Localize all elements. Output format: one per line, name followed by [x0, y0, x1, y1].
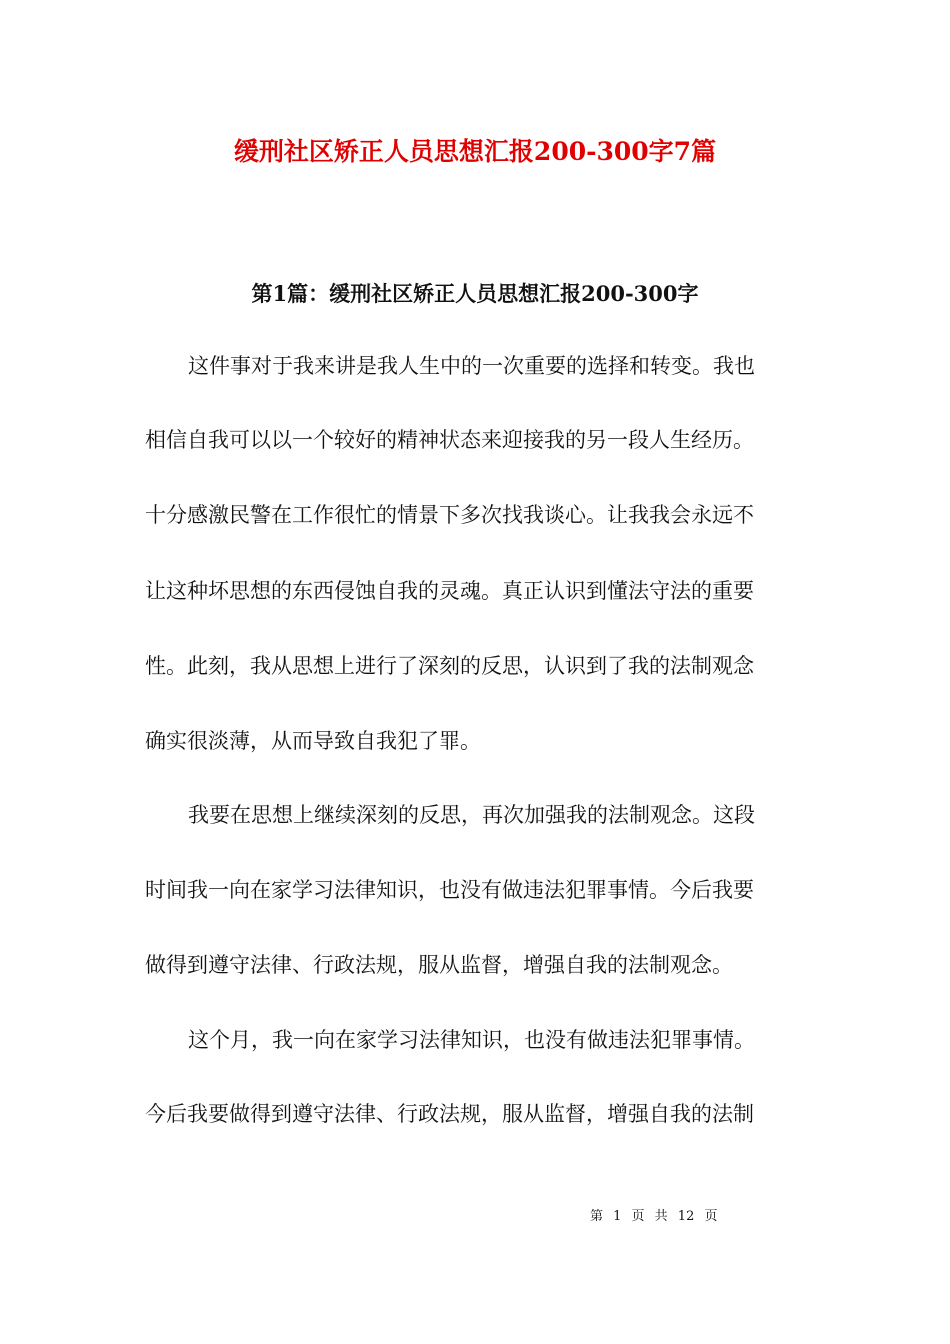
body-line: 我要在思想上继续深刻的反思，再次加强我的法制观念。这段 — [188, 803, 755, 827]
body-line: 这个月，我一向在家学习法律知识，也没有做违法犯罪事情。 — [188, 1028, 755, 1052]
body-line: 这件事对于我来讲是我人生中的一次重要的选择和转变。我也 — [188, 354, 755, 378]
page-number: 第 1 页 共 12 页 — [590, 1209, 718, 1224]
document-title: 缓刑社区矫正人员思想汇报200-300字7篇 — [233, 137, 717, 166]
section-heading: 第1篇：缓刑社区矫正人员思想汇报200-300字 — [251, 281, 699, 306]
body-line: 相信自我可以以一个较好的精神状态来迎接我的另一段人生经历。 — [145, 428, 754, 452]
body-line: 时间我一向在家学习法律知识，也没有做违法犯罪事情。今后我要 — [145, 878, 754, 902]
body-line: 做得到遵守法律、行政法规，服从监督，增强自我的法制观念。 — [145, 953, 733, 977]
body-line: 今后我要做得到遵守法律、行政法规，服从监督，增强自我的法制 — [145, 1102, 754, 1126]
body-line: 让这种坏思想的东西侵蚀自我的灵魂。真正认识到懂法守法的重要 — [145, 579, 754, 603]
body-line: 确实很淡薄，从而导致自我犯了罪。 — [145, 729, 481, 753]
body-line: 性。此刻，我从思想上进行了深刻的反思，认识到了我的法制观念 — [145, 654, 754, 678]
body-line: 十分感激民警在工作很忙的情景下多次找我谈心。让我我会永远不 — [145, 503, 754, 527]
